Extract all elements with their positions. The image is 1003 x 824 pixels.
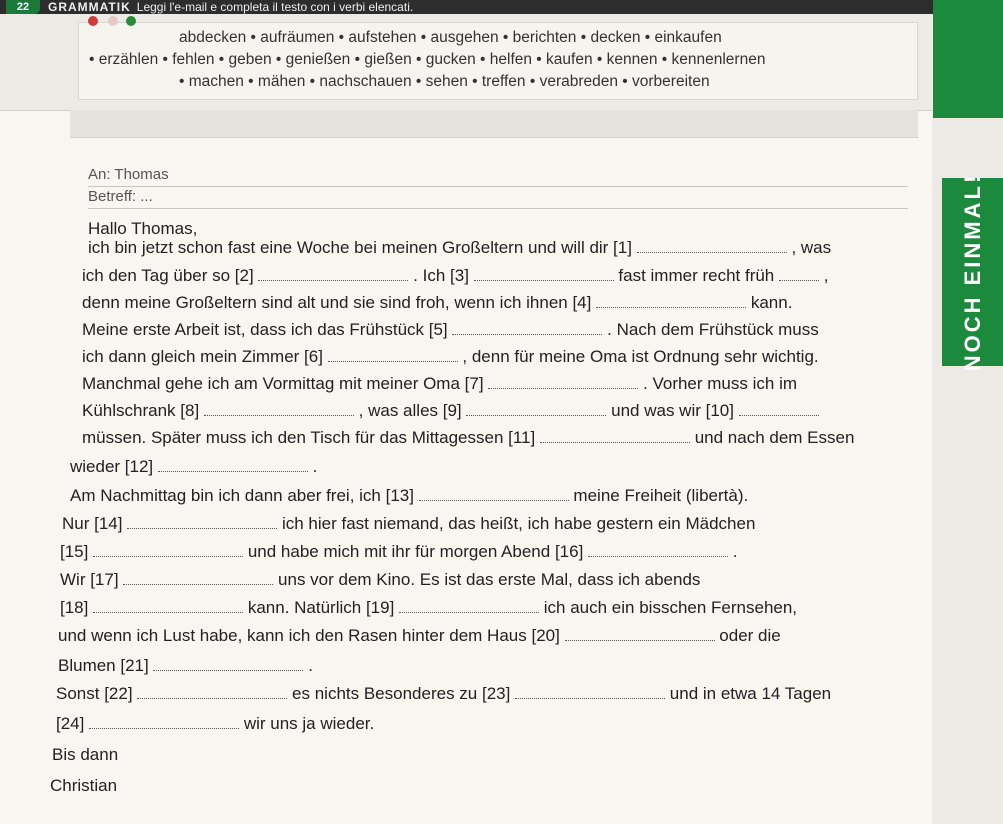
text-segment: [15]: [60, 542, 89, 561]
closing: Bis dann: [52, 745, 119, 764]
blank-21[interactable]: [153, 670, 303, 671]
text-line: [60, 570, 700, 590]
text-segment: denn meine Großeltern sind alt und sie sind froh, wenn ich ihnen [4]: [82, 293, 592, 312]
text-line: [82, 320, 819, 340]
text-segment: Manchmal gehe ich am Vormittag mit meiner Oma [7]: [82, 374, 484, 393]
blank-9[interactable]: [466, 415, 606, 416]
to-field-line: [88, 186, 908, 187]
blank-13[interactable]: [419, 500, 569, 501]
blank-4[interactable]: [596, 307, 746, 308]
text-line: [82, 374, 797, 394]
text-segment: . Nach dem Frühstück muss: [607, 320, 819, 339]
text-segment: Am Nachmittag bin ich dann aber frei, ich [13]: [70, 486, 414, 505]
side-tab: [942, 172, 1003, 372]
text-segment: Blumen [21]: [58, 656, 149, 675]
text-segment: , was alles [9]: [358, 401, 462, 420]
text-segment: uns vor dem Kino. Es ist das erste Mal, dass ich abends: [278, 570, 701, 589]
blank-3b[interactable]: [779, 280, 819, 281]
word-bank-line: • machen • mähen • nachschauen • sehen • treffen • verabreden • vorbereiten: [179, 73, 710, 90]
blank-10[interactable]: [739, 415, 819, 416]
text-line: [60, 542, 738, 562]
text-line: [56, 684, 831, 704]
exercise-number: 22: [6, 0, 40, 14]
blank-16[interactable]: [588, 556, 728, 557]
text-segment: müssen. Später muss ich den Tisch für das Mittagessen [11]: [82, 428, 536, 447]
blank-18[interactable]: [93, 612, 243, 613]
text-segment: und was wir [10]: [611, 401, 734, 420]
blank-5[interactable]: [452, 334, 602, 335]
text-segment: und habe mich mit ihr für morgen Abend [16]: [247, 542, 584, 561]
text-segment: Meine erste Arbeit ist, dass ich das Frühstück [5]: [82, 320, 448, 339]
text-segment: . Ich [3]: [413, 266, 469, 285]
word-bank-line: abdecken • aufräumen • aufstehen • ausgehen • berichten • decken • einkaufen: [179, 29, 722, 46]
text-line: [88, 238, 831, 258]
text-line: [82, 401, 819, 421]
text-segment: , was: [791, 238, 832, 257]
text-segment: [24]: [56, 714, 85, 733]
text-segment: Wir [17]: [60, 570, 119, 589]
text-segment: .: [308, 656, 313, 675]
word-bank: [78, 22, 918, 100]
text-line: [60, 598, 797, 618]
text-line: [82, 428, 854, 448]
text-segment: wir uns ja wieder.: [243, 714, 375, 733]
window-titlebar: [70, 110, 918, 138]
text-segment: .: [732, 542, 738, 561]
text-line: [70, 486, 748, 506]
text-segment: fast immer recht früh: [618, 266, 775, 285]
text-segment: . Vorher muss ich im: [643, 374, 798, 393]
to-field: An: Thomas: [88, 166, 169, 183]
blank-20[interactable]: [565, 640, 715, 641]
text-segment: und wenn ich Lust habe, kann ich den Rasen hinter dem Haus [20]: [58, 626, 560, 645]
blank-19[interactable]: [399, 612, 539, 613]
text-segment: .: [312, 457, 318, 476]
text-segment: wieder [12]: [70, 457, 154, 476]
text-segment: [18]: [60, 598, 89, 617]
text-segment: Kühlschrank [8]: [82, 401, 200, 420]
text-segment: und in etwa 14 Tagen: [669, 684, 832, 703]
text-line: [58, 626, 781, 646]
text-segment: , denn für meine Oma ist Ordnung sehr wichtig.: [462, 347, 819, 366]
text-segment: oder die: [719, 626, 781, 645]
blank-3[interactable]: [474, 280, 614, 281]
blank-11[interactable]: [540, 442, 690, 443]
text-segment: ich hier fast niemand, das heißt, ich habe gestern ein Mädchen: [281, 514, 756, 533]
text-segment: ich auch ein bisschen Fernsehen,: [543, 598, 798, 617]
text-line: [70, 457, 317, 477]
blank-15[interactable]: [93, 556, 243, 557]
blank-8[interactable]: [204, 415, 354, 416]
minimize-dot-icon: [108, 16, 118, 26]
signature: Christian: [50, 776, 118, 795]
exercise-instruction: [48, 0, 413, 14]
blank-1[interactable]: [637, 252, 787, 253]
greeting: Hallo Thomas,: [88, 219, 198, 238]
word-bank-line: • erzählen • fehlen • geben • genießen • gießen • gucken • helfen • kaufen • kennen • kennenlernen: [89, 51, 766, 68]
blank-24[interactable]: [89, 728, 239, 729]
blank-23[interactable]: [515, 698, 665, 699]
text-segment: es nichts Besonderes zu [23]: [292, 684, 511, 703]
text-line: [58, 656, 313, 676]
text-segment: ich dann gleich mein Zimmer [6]: [82, 347, 323, 366]
maximize-dot-icon: [126, 16, 136, 26]
text-line: [56, 714, 374, 734]
text-line: [62, 514, 755, 534]
blank-22[interactable]: [137, 698, 287, 699]
exercise-title: GRAMMATIK: [48, 0, 131, 14]
close-dot-icon: [88, 16, 98, 26]
text-segment: und nach dem Essen: [694, 428, 855, 447]
blank-7[interactable]: [488, 388, 638, 389]
blank-6[interactable]: [328, 361, 458, 362]
text-segment: Sonst [22]: [56, 684, 133, 703]
side-color-bar: [933, 0, 1003, 118]
text-segment: kann. Natürlich [19]: [247, 598, 395, 617]
text-line: [82, 266, 828, 286]
text-segment: ich bin jetzt schon fast eine Woche bei meinen Großeltern und will dir [1]: [88, 238, 632, 257]
text-segment: meine Freiheit (libertà).: [573, 486, 749, 505]
text-segment: ich den Tag über so [2]: [82, 266, 254, 285]
text-segment: kann.: [750, 293, 793, 312]
blank-14[interactable]: [127, 528, 277, 529]
blank-17[interactable]: [123, 584, 273, 585]
subject-field: Betreff: ...: [88, 188, 153, 205]
text-segment: Nur [14]: [62, 514, 123, 533]
text-segment: ,: [823, 266, 829, 285]
instruction-text: Leggi l'e-mail e completa il testo con i verbi elencati.: [136, 0, 414, 14]
blank-2[interactable]: [258, 280, 408, 281]
subject-field-line: [88, 208, 908, 209]
blank-12[interactable]: [158, 471, 308, 472]
text-line: [82, 347, 819, 367]
text-line: [82, 293, 792, 313]
side-tab-label: NOCH EINMAL!: [959, 172, 985, 372]
